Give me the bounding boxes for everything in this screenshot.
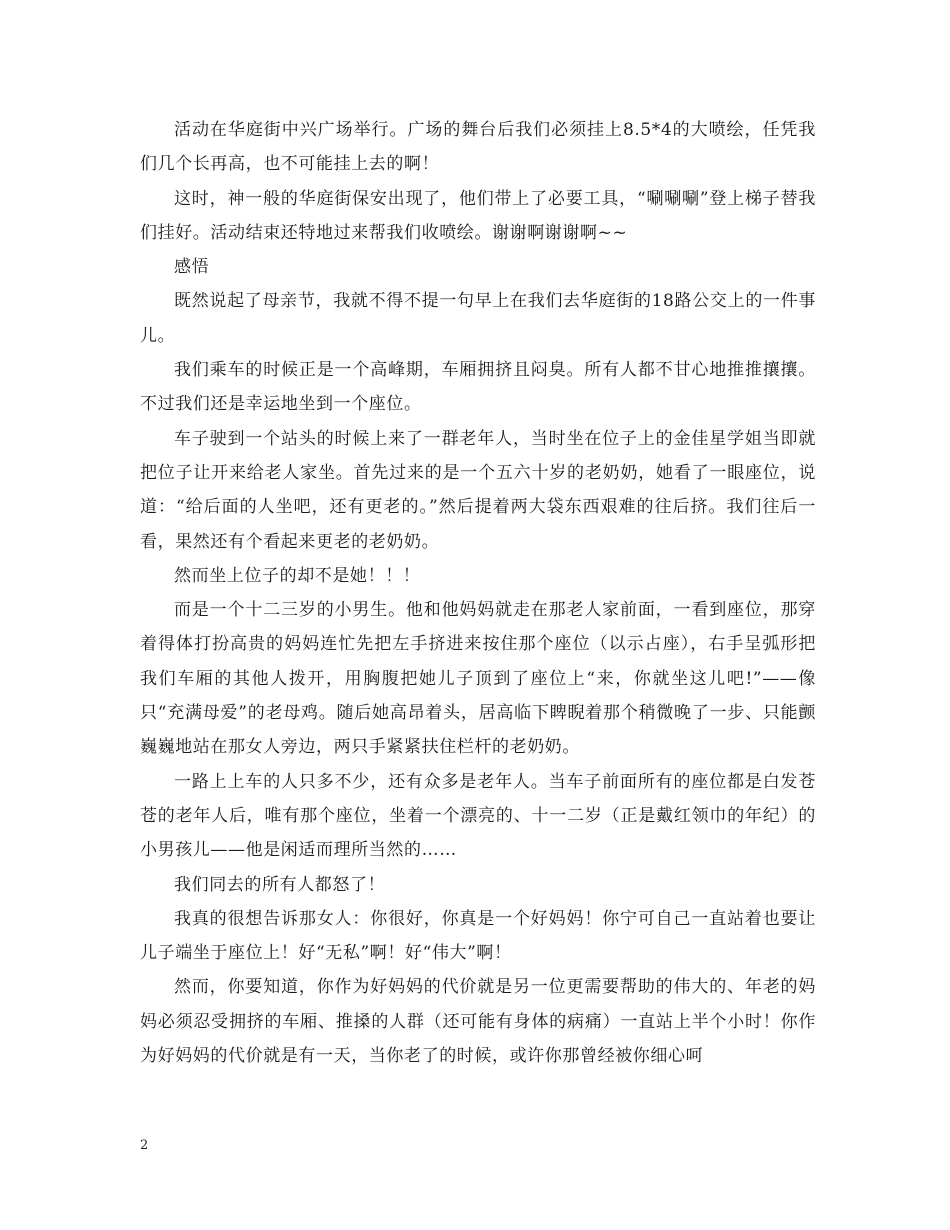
paragraph-6: 然而坐上位子的却不是她！！！ <box>174 565 421 586</box>
paragraph-5: 车子驶到一个站头的时候上来了一群老年人，当时坐在位子上的金佳星学姐当即就把位子让开来给老人家坐。首先过来的是一个五六十岁的老奶奶，她看了一眼座位，说道：“给后面的人坐吧，还有更老的。”然后提着两大袋东西艰难的往后挤。我们往后一看，果然还有个看起来更老的老奶奶。 <box>140 428 816 552</box>
document-body <box>140 113 816 1073</box>
paragraph-4: 我们乘车的时候正是一个高峰期，车厢拥挤且闷臭。所有人都不甘心地推推攘攘。不过我们还是幸运地坐到一个座位。 <box>140 360 816 415</box>
paragraph-8: 一路上上车的人只多不少，还有众多是老年人。当车子前面所有的座位都是白发苍苍的老年人后，唯有那个座位，坐着一个漂亮的、十一二岁（正是戴红领巾的年纪）的小男孩儿——他是闲适而理所当然的…… <box>140 771 816 861</box>
paragraph-10: 我真的很想告诉那女人：你很好，你真是一个好妈妈！你宁可自己一直站着也要让儿子端坐于座位上！好“无私”啊！好“伟大”啊！ <box>140 908 816 964</box>
section-heading: 感悟 <box>174 257 210 278</box>
paragraph-2: 这时，神一般的华庭街保安出现了，他们带上了必要工具，“唰唰唰”登上梯子替我们挂好。活动结束还特地过来帮我们收喷绘。谢谢啊谢谢啊~~ <box>140 188 816 243</box>
paragraph-9: 我们同去的所有人都怒了！ <box>174 874 386 895</box>
paragraph-7: 而是一个十二三岁的小男生。他和他妈妈就走在那老人家前面，一看到座位，那穿着得体打扮高贵的妈妈连忙先把左手挤进来按住那个座位（以示占座），右手呈弧形把我们车厢的其他人拨开，用胸腹把她儿子顶到了座位上“来，你就坐这儿吧!”——像只“充满母爱”的老母鸡。随后她高昂着头，居高临下睥睨着那个稍微晚了一步、只能颤巍巍地站在那女人旁边，两只手紧紧扶住栏杆的老奶奶。 <box>140 600 816 758</box>
paragraph-1: 活动在华庭街中兴广场举行。广场的舞台后我们必须挂上8.5*4的大喷绘，任凭我们几个长再高，也不可能挂上去的啊！ <box>140 120 816 175</box>
paragraph-3: 既然说起了母亲节，我就不得不提一句早上在我们去华庭街的18路公交上的一件事儿。 <box>140 291 816 346</box>
paragraph-11: 然而，你要知道，你作为好妈妈的代价就是另一位更需要帮助的伟大的、年老的妈妈必须忍受拥挤的车厢、推搡的人群（还可能有身体的病痛）一直站上半个小时！你作为好妈妈的代价就是有一天，当你老了的时候，或许你那曾经被你细心呵 <box>140 977 816 1067</box>
page-number: 2 <box>140 1138 149 1153</box>
